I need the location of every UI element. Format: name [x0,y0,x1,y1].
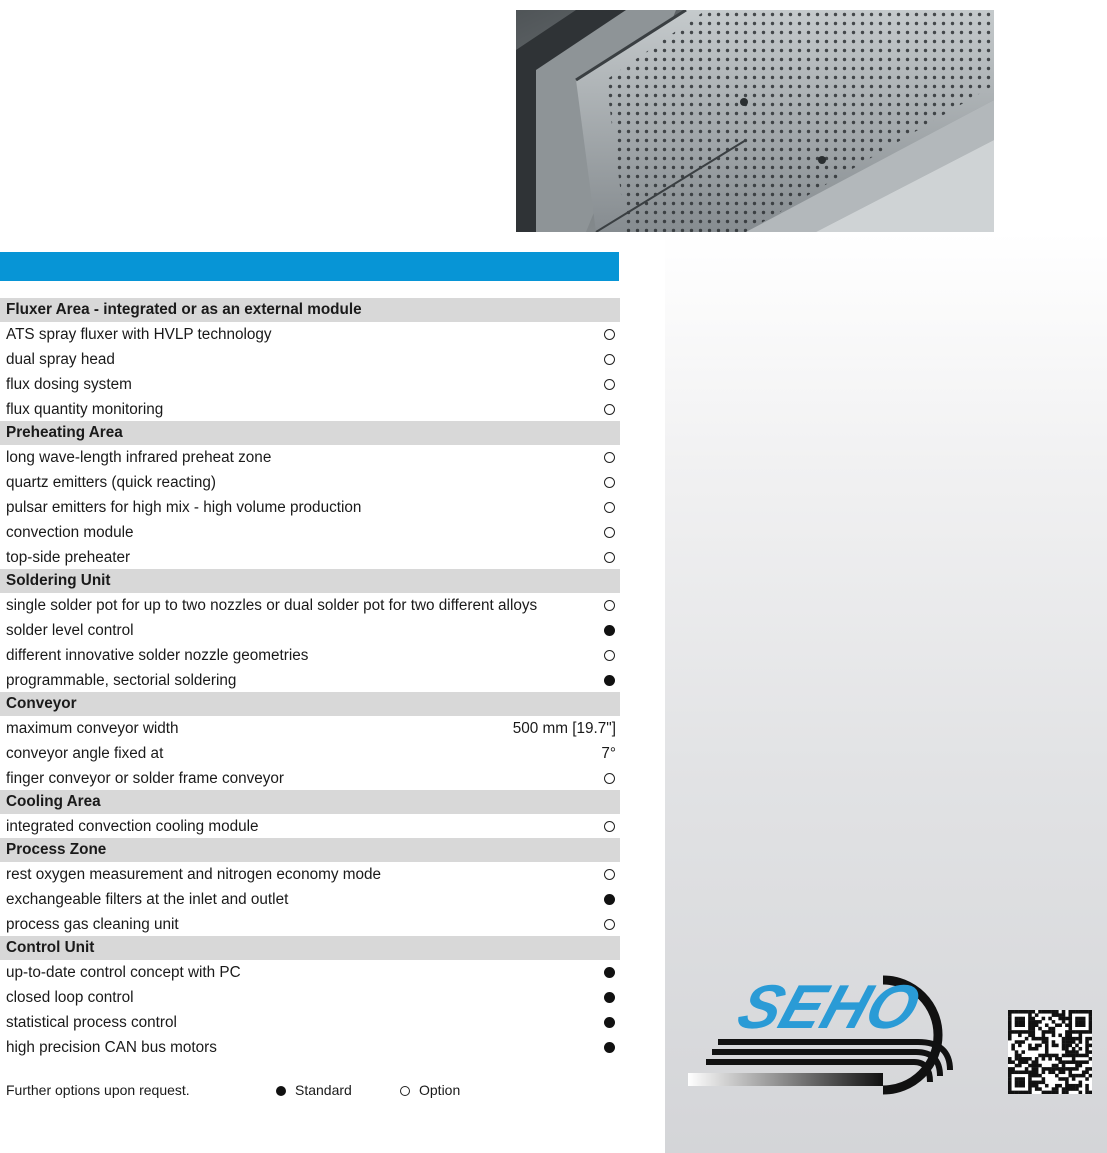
seho-logo-graphic [688,970,998,1100]
section-header: Soldering Unit [0,569,620,593]
open-circle-icon [604,379,615,390]
legend-standard-label: Standard [295,1082,352,1098]
spec-row [0,397,620,422]
spec-row-label: flux dosing system [6,376,132,393]
filled-circle-icon [604,967,615,978]
spec-row-value: 500 mm [19.7"] [512,720,616,737]
seho-logo [688,970,998,1100]
open-circle-icon [604,650,615,661]
product-photo [516,10,994,232]
spec-row-label: different innovative solder nozzle geometries [6,647,309,664]
spec-row [0,520,620,545]
spec-row-label: programmable, sectorial soldering [6,672,237,689]
filled-circle-icon [276,1086,286,1096]
spec-row-label: solder level control [6,622,134,639]
spec-row [0,985,620,1010]
spec-row-label: finger conveyor or solder frame conveyor [6,770,285,787]
open-circle-icon [604,600,615,611]
legend [6,1080,626,1100]
spec-row [0,912,620,937]
spec-row-label: single solder pot for up to two nozzles or dual solder pot for two different alloys [6,597,538,614]
spec-row-label: ATS spray fluxer with HVLP technology [6,326,272,343]
open-circle-icon [604,527,615,538]
spec-row [0,1035,620,1060]
section-header: Conveyor [0,692,620,716]
spec-row [0,814,620,839]
spec-row [0,643,620,668]
qr-code-graphic [1008,1010,1092,1094]
section-header: Cooling Area [0,790,620,814]
spec-row [0,960,620,985]
spec-row [0,322,620,347]
spec-row [0,741,620,766]
spec-row-value: 7° [601,745,616,762]
open-circle-icon [604,329,615,340]
spec-row [0,887,620,912]
open-circle-icon [604,452,615,463]
spec-row-label: rest oxygen measurement and nitrogen economy mode [6,866,381,883]
spec-row [0,862,620,887]
filled-circle-icon [604,675,615,686]
open-circle-icon [604,821,615,832]
spec-row [0,470,620,495]
spec-row-label: long wave-length infrared preheat zone [6,449,272,466]
spec-row-label: convection module [6,524,134,541]
legend-option-label: Option [419,1082,461,1098]
spec-row [0,445,620,470]
filled-circle-icon [604,1042,615,1053]
spec-row-label: quartz emitters (quick reacting) [6,474,216,491]
further-options-note: Further options upon request. [6,1082,190,1098]
spec-row [0,668,620,693]
product-photo-illustration [516,10,994,232]
spec-row-label: statistical process control [6,1014,177,1031]
spec-row-label: up-to-date control concept with PC [6,964,241,981]
qr-code-icon [1008,1010,1092,1094]
spec-row [0,618,620,643]
section-header: Control Unit [0,936,620,960]
open-circle-icon [604,477,615,488]
open-circle-icon [604,354,615,365]
filled-circle-icon [604,625,615,636]
spec-row-label: high precision CAN bus motors [6,1039,217,1056]
specification-table [0,298,620,1060]
open-circle-icon [604,869,615,880]
spec-row [0,593,620,618]
spec-row [0,1010,620,1035]
spec-row-label: maximum conveyor width [6,720,179,737]
open-circle-icon [604,552,615,563]
spec-row-label: flux quantity monitoring [6,401,164,418]
spec-row-label: process gas cleaning unit [6,916,179,933]
spec-row-label: dual spray head [6,351,115,368]
open-circle-icon [400,1086,410,1096]
filled-circle-icon [604,992,615,1003]
section-header: Process Zone [0,838,620,862]
legend-option [400,1080,460,1100]
spec-row-label: conveyor angle fixed at [6,745,164,762]
open-circle-icon [604,404,615,415]
filled-circle-icon [604,1017,615,1028]
seho-logo-text: SEHO [729,972,928,1042]
spec-row [0,545,620,570]
spec-row [0,372,620,397]
spec-row [0,495,620,520]
filled-circle-icon [604,894,615,905]
section-header: Preheating Area [0,421,620,445]
open-circle-icon [604,919,615,930]
open-circle-icon [604,773,615,784]
spec-row-label: top-side preheater [6,549,131,566]
spec-row-label: integrated convection cooling module [6,818,259,835]
spec-row-label: closed loop control [6,989,134,1006]
spec-row [0,716,620,741]
section-header-bar [0,252,619,281]
open-circle-icon [604,502,615,513]
spec-row-label: exchangeable filters at the inlet and outlet [6,891,289,908]
spec-row [0,347,620,372]
legend-standard [276,1080,352,1100]
spec-row-label: pulsar emitters for high mix - high volume production [6,499,362,516]
section-header: Fluxer Area - integrated or as an external module [0,298,620,322]
spec-row [0,766,620,791]
